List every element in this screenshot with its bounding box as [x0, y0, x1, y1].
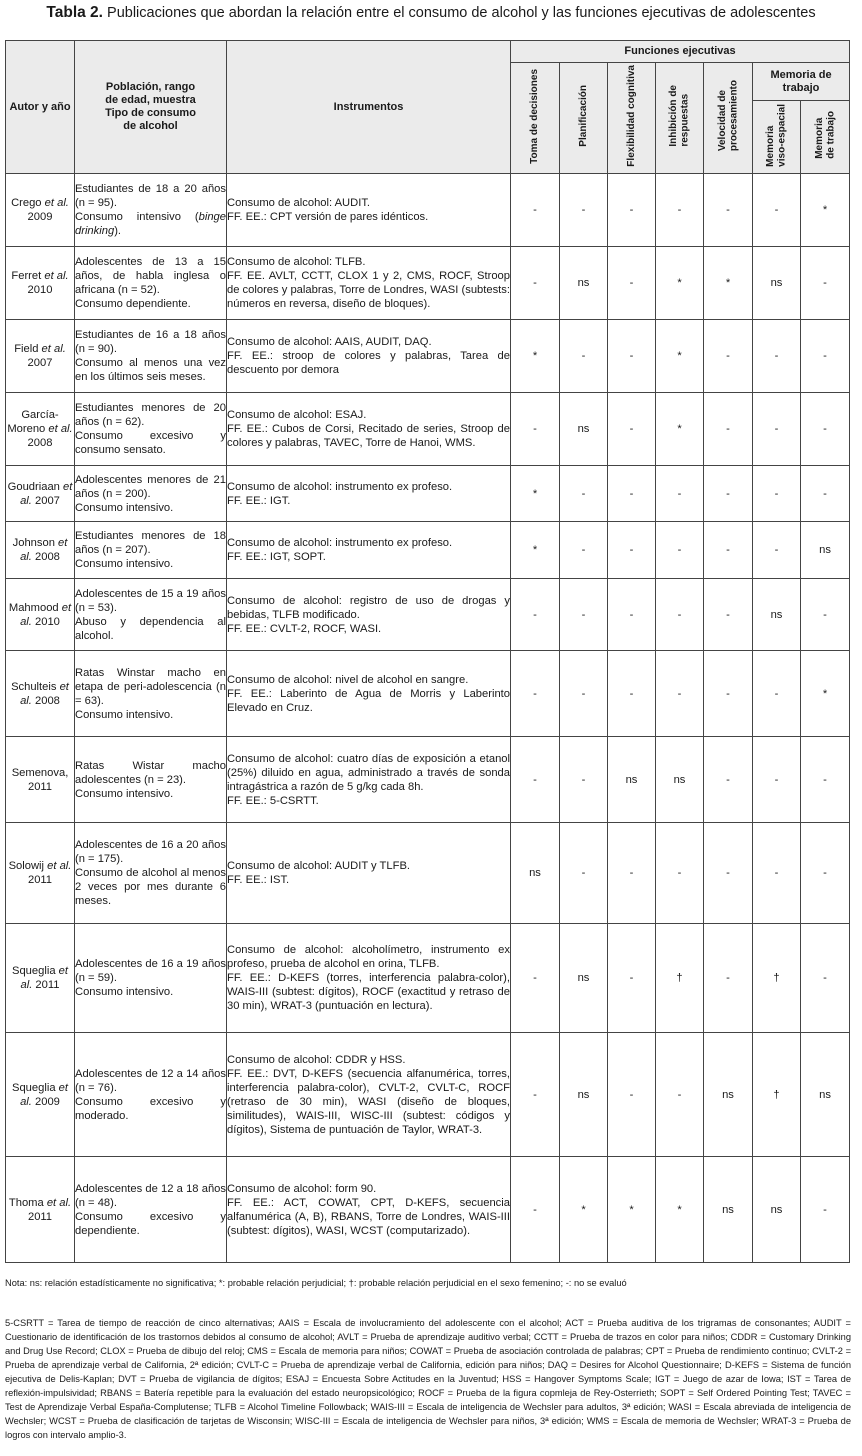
table-row — [6, 924, 850, 1033]
author-year-cell: Ferret et al. 2010 — [6, 247, 75, 320]
result-cell: † — [753, 1033, 801, 1157]
result-cell: - — [704, 522, 753, 579]
author-year-cell: Semenova, 2011 — [6, 737, 75, 823]
population-cell: Estudiantes menores de 20 años (n = 62). Consumo excesivo y consumo sensato. — [75, 393, 227, 466]
result-cell: - — [704, 174, 753, 247]
result-cell: - — [656, 651, 704, 737]
population-cell: Adolescentes menores de 21 años (n = 200). Consumo intensivo. — [75, 466, 227, 522]
result-cell: - — [511, 651, 560, 737]
instruments-cell: Consumo de alcohol: AUDIT. FF. EE.: CPT versión de pares idénticos. — [227, 174, 511, 247]
result-cell: * — [704, 247, 753, 320]
result-cell: ns — [560, 247, 608, 320]
population-cell: Adolescentes de 16 a 20 años (n = 175). Consumo de alcohol al menos 2 veces por mes durante 6 meses. — [75, 823, 227, 924]
result-cell: - — [656, 823, 704, 924]
table-row — [6, 247, 850, 320]
result-cell: ns — [608, 737, 656, 823]
table-body — [6, 174, 850, 1263]
result-cell: - — [656, 579, 704, 651]
result-cell: * — [608, 1157, 656, 1263]
result-cell: - — [608, 924, 656, 1033]
result-cell: † — [656, 924, 704, 1033]
table-row — [6, 522, 850, 579]
result-cell: ns — [560, 393, 608, 466]
result-cell: - — [704, 737, 753, 823]
table-row — [6, 466, 850, 522]
author-year-cell: Goudriaan et al. 2007 — [6, 466, 75, 522]
instruments-cell: Consumo de alcohol: registro de uso de drogas y bebidas, TLFB modificado. FF. EE.: CVLT-2, ROCF, WASI. — [227, 579, 511, 651]
result-cell: ns — [753, 579, 801, 651]
population-cell: Estudiantes de 16 a 18 años (n = 90). Consumo al menos una vez en los últimos seis meses. — [75, 320, 227, 393]
result-cell: - — [801, 393, 850, 466]
population-cell: Estudiantes de 18 a 20 años (n = 95). Consumo intensivo (binge drinking). — [75, 174, 227, 247]
result-cell: * — [560, 1157, 608, 1263]
result-cell: - — [704, 393, 753, 466]
author-year-cell: Schulteis et al. 2008 — [6, 651, 75, 737]
header-cognitive-flexibility: Flexibilidad cognitiva — [608, 63, 656, 174]
result-cell: ns — [511, 823, 560, 924]
result-cell: ns — [801, 1033, 850, 1157]
result-cell: * — [656, 247, 704, 320]
header-response-inhibition: Inhibición de respuestas — [656, 63, 704, 174]
author-year-cell: García-Moreno et al. 2008 — [6, 393, 75, 466]
instruments-cell: Consumo de alcohol: form 90. FF. EE.: ACT, COWAT, CPT, D-KEFS, secuencia alfanumérica (A, B), RBANS, Torre de Londres, WAIS-III (subtest: dígitos), WASI, WCST (computarizado). — [227, 1157, 511, 1263]
instruments-cell: Consumo de alcohol: nivel de alcohol en sangre. FF. EE.: Laberinto de Agua de Morris y Laberinto Elevado en Cruz. — [227, 651, 511, 737]
table-row — [6, 651, 850, 737]
table-caption: Publicaciones que abordan la relación entre el consumo de alcohol y las funciones ejecutivas de adolescentes — [107, 5, 816, 21]
result-cell: ns — [560, 924, 608, 1033]
population-cell: Ratas Wistar macho adolescentes (n = 23). Consumo intensivo. — [75, 737, 227, 823]
result-cell: - — [560, 823, 608, 924]
result-cell: ns — [704, 1033, 753, 1157]
result-cell: ns — [704, 1157, 753, 1263]
table-label: Tabla 2. — [46, 4, 103, 21]
result-cell: - — [801, 1157, 850, 1263]
header-working-memory-sub: Memoria de trabajo — [801, 101, 850, 174]
header-instruments: Instrumentos — [227, 41, 511, 174]
table-row — [6, 174, 850, 247]
result-cell: - — [511, 393, 560, 466]
result-cell: - — [608, 320, 656, 393]
result-cell: - — [753, 522, 801, 579]
result-cell: - — [608, 466, 656, 522]
result-cell: * — [656, 1157, 704, 1263]
result-cell: - — [801, 823, 850, 924]
result-cell: - — [704, 651, 753, 737]
result-cell: - — [801, 579, 850, 651]
result-cell: - — [656, 522, 704, 579]
result-cell: ns — [753, 1157, 801, 1263]
result-cell: - — [753, 737, 801, 823]
result-cell: - — [560, 579, 608, 651]
instruments-cell: Consumo de alcohol: alcoholímetro, instrumento ex profeso, prueba de alcohol en orina, TLFB. FF. EE.: D-KEFS (torres, interferencia palabra-color), WAIS-III (subtest: dígitos), ROCF (exactitud y retraso de 30 min), WRAT-3 (puntuación en lectura). — [227, 924, 511, 1033]
result-cell: - — [608, 651, 656, 737]
result-cell: - — [753, 823, 801, 924]
result-cell: ns — [656, 737, 704, 823]
result-cell: - — [560, 522, 608, 579]
result-cell: - — [608, 1033, 656, 1157]
result-cell: - — [511, 174, 560, 247]
result-cell: * — [511, 320, 560, 393]
author-year-cell: Solowij et al. 2011 — [6, 823, 75, 924]
population-cell: Adolescentes de 12 a 18 años (n = 48). Consumo excesivo y dependiente. — [75, 1157, 227, 1263]
header-executive-functions: Funciones ejecutivas — [511, 41, 850, 63]
result-cell: - — [608, 823, 656, 924]
table-title — [0, 4, 862, 22]
result-cell: - — [704, 320, 753, 393]
table-row — [6, 737, 850, 823]
header-working-memory: Memoria de trabajo — [753, 63, 850, 101]
author-year-cell: Mahmood et al. 2010 — [6, 579, 75, 651]
result-cell: * — [656, 320, 704, 393]
result-cell: * — [801, 651, 850, 737]
instruments-cell: Consumo de alcohol: AAIS, AUDIT, DAQ. FF. EE.: stroop de colores y palabras, Tarea de descuento por demora — [227, 320, 511, 393]
table-row — [6, 393, 850, 466]
result-cell: - — [608, 393, 656, 466]
author-year-cell: Field et al. 2007 — [6, 320, 75, 393]
instruments-cell: Consumo de alcohol: CDDR y HSS. FF. EE.: DVT, D-KEFS (secuencia alfanumérica, torres, interferencia palabra-color), CVLT-2, CVLT-C, ROCF (retraso de 30 min), WASI (diseño de bloques, similitudes), WAIS-III, WISC-III (subtest: códigos y dígitos), Sistema de puntuación de Taylor, WRAT-3. — [227, 1033, 511, 1157]
author-year-cell: Johnson et al. 2008 — [6, 522, 75, 579]
header-author: Autor y año — [6, 41, 75, 174]
header-population: Población, rango de edad, muestra Tipo de consumo de alcohol — [75, 41, 227, 174]
author-year-cell: Crego et al. 2009 — [6, 174, 75, 247]
result-cell: - — [753, 393, 801, 466]
table-row — [6, 320, 850, 393]
table-row — [6, 823, 850, 924]
header-processing-speed: Velocidad de procesamiento — [704, 63, 753, 174]
population-cell: Ratas Winstar macho en etapa de peri-adolescencia (n = 63). Consumo intensivo. — [75, 651, 227, 737]
result-cell: - — [608, 247, 656, 320]
publications-table — [5, 40, 850, 1263]
result-cell: - — [753, 651, 801, 737]
result-cell: - — [801, 737, 850, 823]
result-cell: - — [704, 466, 753, 522]
population-cell: Estudiantes menores de 18 años (n = 207). Consumo intensivo. — [75, 522, 227, 579]
result-cell: - — [704, 579, 753, 651]
result-cell: - — [656, 174, 704, 247]
result-cell: - — [704, 924, 753, 1033]
result-cell: * — [511, 466, 560, 522]
result-cell: * — [511, 522, 560, 579]
instruments-cell: Consumo de alcohol: cuatro días de exposición a etanol (25%) diluido en agua, administrado a través de sonda intragástrica a razón de 5 g/kg cada 8h. FF. EE.: 5-CSRTT. — [227, 737, 511, 823]
result-cell: ns — [560, 1033, 608, 1157]
result-cell: - — [704, 823, 753, 924]
result-cell: - — [560, 466, 608, 522]
result-cell: ns — [801, 522, 850, 579]
instruments-cell: Consumo de alcohol: instrumento ex profeso. FF. EE.: IGT, SOPT. — [227, 522, 511, 579]
population-cell: Adolescentes de 12 a 14 años (n = 76). Consumo excesivo y moderado. — [75, 1033, 227, 1157]
header-planning: Planificación — [560, 63, 608, 174]
result-cell: - — [753, 174, 801, 247]
result-cell: - — [656, 466, 704, 522]
header-visuospatial-memory: Memoria viso-espacial — [753, 101, 801, 174]
result-cell: - — [608, 522, 656, 579]
result-cell: - — [511, 1033, 560, 1157]
result-cell: - — [608, 579, 656, 651]
result-cell: - — [511, 579, 560, 651]
result-cell: - — [801, 924, 850, 1033]
result-cell: - — [753, 320, 801, 393]
result-cell: - — [656, 1033, 704, 1157]
population-cell: Adolescentes de 13 a 15 años, de habla inglesa o africana (n = 52). Consumo dependiente. — [75, 247, 227, 320]
instruments-cell: Consumo de alcohol: ESAJ. FF. EE.: Cubos de Corsi, Recitado de series, Stroop de colores y palabras, TAVEC, Torre de Hanoi, WMS. — [227, 393, 511, 466]
table-row — [6, 579, 850, 651]
table-header — [6, 41, 850, 174]
result-cell: - — [511, 1157, 560, 1263]
result-cell: - — [560, 174, 608, 247]
result-cell: * — [801, 174, 850, 247]
instruments-cell: Consumo de alcohol: TLFB. FF. EE. AVLT, CCTT, CLOX 1 y 2, CMS, ROCF, Stroop de colores y palabras, Torre de Londres, WASI (subtests: números en reversa, diseño de bloques). — [227, 247, 511, 320]
result-cell: - — [801, 466, 850, 522]
author-year-cell: Squeglia et al. 2009 — [6, 1033, 75, 1157]
result-cell: - — [511, 924, 560, 1033]
population-cell: Adolescentes de 15 a 19 años (n = 53). Abuso y dependencia al alcohol. — [75, 579, 227, 651]
result-cell: - — [801, 320, 850, 393]
result-cell: * — [656, 393, 704, 466]
author-year-cell: Thoma et al. 2011 — [6, 1157, 75, 1263]
instruments-cell: Consumo de alcohol: AUDIT y TLFB. FF. EE.: IST. — [227, 823, 511, 924]
result-cell: - — [753, 466, 801, 522]
result-cell: ns — [753, 247, 801, 320]
result-cell: - — [801, 247, 850, 320]
result-cell: - — [560, 320, 608, 393]
result-cell: - — [511, 247, 560, 320]
table-row — [6, 1157, 850, 1263]
result-cell: - — [608, 174, 656, 247]
header-decision-making: Toma de decisiones — [511, 63, 560, 174]
result-cell: - — [560, 651, 608, 737]
result-cell: - — [511, 737, 560, 823]
abbreviations-list: 5-CSRTT = Tarea de tiempo de reacción de cinco alternativas; AAIS = Escala de involucramiento del adolescente con el alcohol; ACT = Prueba auditiva de los trigramas de consonantes; AUDIT = Cuestionario de identificación de los trastornos debidos al consumo de alcohol; AVLT = Prueba de aprendizaje auditivo verbal; CCTT = Prueba de trazos en color para niños; CDDR = Customary Drinking and Drug Use Record; CLOX = Prueba de dibujo del reloj; CMS = Escala de memoria para niños; COWAT = Prueba de asociación controlada de palabras; CPT = Prueba de rendimiento continuo; CVLT-2 = Prueba de aprendizaje verbal de California, 2ª edición; CVLT-C = Prueba de aprendizaje verbal de California, edición para niños; DAQ = Desires for Alcohol Questionnaire; D-KEFS = Sistema de función ejecutiva de Delis-Kaplan; DVT = Prueba de vigilancia de dígitos; ESAJ = Encuesta Sobre Actitudes en la Juventud; HSS = Hangover Symptoms Scale; IGT = Juego de azar de Iowa; IST = Tarea de reflexión-impulsividad; RBANS = Batería repetible para la evaluación del estado neuropsicológico; ROCF = Prueba de la figura copmleja de Rey-Osterrieth; SOPT = Self Ordered Pointing Test; TAVEC = Test de Aprendizaje Verbal España-Complutense; TLFB = Alcohol Timeline Followback; WAIS-III = Escala de inteligencia de Wechsler para adultos, 3ª edición; WASI = Escala abreviada de inteligencia de Wechsler; WCST = Prueba de clasificación de tarjetas de Wisconsin; WISC-III = Escala de inteligencia de Wechsler para niños, 3ª edición; WMS = Escala de memoria de Wechsler; WRAT-3 = Prueba de logros con intervalo amplio-3. — [5, 1318, 851, 1440]
author-year-cell: Squeglia et al. 2011 — [6, 924, 75, 1033]
table-note: Nota: ns: relación estadísticamente no significativa; *: probable relación perjudicial; †: probable relación perjudicial en el sexo femenino; -: no se evaluó — [5, 1278, 627, 1288]
population-cell: Adolescentes de 16 a 19 años (n = 59). Consumo intensivo. — [75, 924, 227, 1033]
table-row — [6, 1033, 850, 1157]
result-cell: † — [753, 924, 801, 1033]
result-cell: - — [560, 737, 608, 823]
instruments-cell: Consumo de alcohol: instrumento ex profeso. FF. EE.: IGT. — [227, 466, 511, 522]
